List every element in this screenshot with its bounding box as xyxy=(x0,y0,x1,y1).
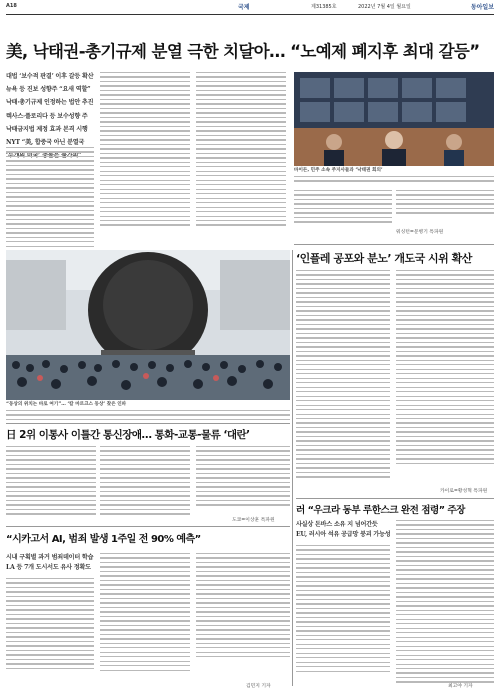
body-text xyxy=(6,446,96,515)
page-number: A18 xyxy=(6,3,17,9)
ai-crime-headline: “시카고서 AI, 범죄 발생 1주일 전 90% 예측” xyxy=(6,534,201,545)
protest-byline: 카이로=황성혁 특파원 xyxy=(440,489,488,494)
issue-number: 제31385호 xyxy=(311,4,337,10)
subhead: 시내 구획별 과거 범죄데이터 학습 xyxy=(6,554,94,561)
subhead: 뉴욕 등 진보 성향주 “요새 역할” xyxy=(6,86,91,94)
photo-caption-title: 바이든, 민주 소속 주지사들과 ‘낙태권 회의’ xyxy=(294,168,383,173)
subhead: 텍사스·플로리다 등 보수성향 주 xyxy=(6,112,88,120)
header-rule xyxy=(6,14,494,15)
russia-byline: 최고야 기자 xyxy=(448,684,473,689)
body-text xyxy=(296,545,390,672)
photo-caption-title: “동상의 위치는 바로 여기”… ‘칼 마르크스 동상’ 찾은 인파 xyxy=(6,402,127,407)
body-text xyxy=(100,72,190,226)
column-divider xyxy=(292,250,293,686)
protest-headline: ‘인플레 공포와 분노’ 개도국 시위 확산 xyxy=(296,252,472,265)
body-text xyxy=(196,72,286,226)
divider xyxy=(296,498,494,499)
subhead: 대법 ‘보수적 판결’ 이후 갈등 확산 xyxy=(6,73,94,80)
caption-text xyxy=(294,176,494,182)
page-header xyxy=(6,0,494,12)
top-story-headline: 美, 낙태권-총기규제 분열 극한 치달아… “노예제 폐지후 최대 갈등” xyxy=(6,42,480,61)
body-text xyxy=(396,270,494,464)
photo-caption xyxy=(294,168,494,174)
subhead: 사실상 돈바스 소유 지 넘어간듯 xyxy=(296,521,378,528)
photo-caption xyxy=(6,402,290,408)
body-text xyxy=(196,553,290,657)
subhead: 낙태금지법 제정 효과 본격 시행 xyxy=(6,125,88,133)
karl-marx-monument-photo xyxy=(6,250,290,400)
body-text xyxy=(396,520,494,683)
subhead: EU, 러시아 석유 공급망 붕괴 가능성 xyxy=(296,531,391,538)
body-text xyxy=(196,446,290,506)
divider xyxy=(6,526,290,527)
subhead: NYT “美, 합중국 아닌 분열국 xyxy=(6,138,85,146)
top-story-byline: 워싱턴=문병기 특파원 xyxy=(396,230,444,235)
section-label: 국제 xyxy=(238,4,250,11)
divider xyxy=(6,423,290,424)
ai-crime-subheads xyxy=(6,553,96,573)
ai-crime-byline: 김민지 기자 xyxy=(246,684,271,689)
body-text xyxy=(294,190,392,223)
video-conference-photo xyxy=(294,72,494,166)
caption-text xyxy=(6,410,290,420)
divider xyxy=(294,244,494,245)
issue-date: 2022년 7월 4일 월요일 xyxy=(358,4,411,10)
subhead: LA 등 7개 도시서도 유사 정확도 xyxy=(6,564,91,571)
body-text xyxy=(6,147,94,251)
body-text xyxy=(6,578,94,669)
newspaper-brand: 동아일보 xyxy=(470,4,494,11)
body-text xyxy=(396,190,494,214)
japan-telecom-byline: 도쿄=이상훈 특파원 xyxy=(232,518,275,523)
russia-subheads xyxy=(296,520,396,540)
body-text xyxy=(296,270,390,478)
subhead: 낙태·총기규제 인정하는 법안 추진 xyxy=(6,99,94,107)
japan-telecom-headline: 日 2위 이통사 이틀간 통신장애… 통화-교통-물류 ‘대란’ xyxy=(6,429,250,441)
russia-headline: 러 “우크라 동부 루한스크 완전 점령” 주장 xyxy=(296,505,465,516)
body-text xyxy=(100,446,190,515)
body-text xyxy=(100,553,190,671)
